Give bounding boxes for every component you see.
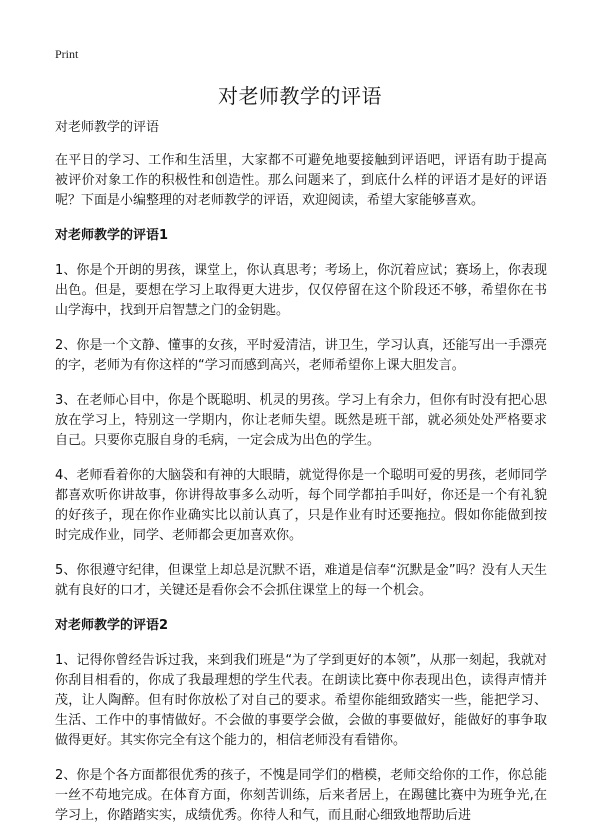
section-heading: 对老师教学的评语2 xyxy=(55,618,169,633)
section-1 xyxy=(55,226,547,601)
document-title: 对老师教学的评语 xyxy=(218,84,382,108)
comment-paragraph: 2、你是个各方面都很优秀的孩子，不愧是同学们的楷模，老师交给你的工作，你总能一丝不苟地完成。在体育方面，你刻苦训练，后来者居上，在踢毽比赛中为班争光,在学习上，你踏踏实实，成绩优秀。你待人和气，而且耐心细致地帮助后进 xyxy=(55,768,547,823)
comment-paragraph: 5、你很遵守纪律，但课堂上却总是沉默不语，难道是信奉“沉默是金”吗？没有人天生就有良好的口才，关键还是看你会不会抓住课堂上的每一个机会。 xyxy=(55,563,547,598)
document-subtitle: 对老师教学的评语 xyxy=(55,120,160,135)
comment-paragraph: 2、你是一个文静、懂事的女孩，平时爱清洁，讲卫生，学习认真，还能写出一手漂亮的字，老师为有你这样的“学习而感到高兴，老师希望你上课大胆发言。 xyxy=(55,338,547,373)
comment-paragraph: 1、你是个开朗的男孩，课堂上，你认真思考；考场上，你沉着应试；赛场上，你表现出色。但是，要想在学习上取得更大进步，仅仅停留在这个阶段还不够，希望你在书山学海中，找到开启智慧之门的金钥匙。 xyxy=(55,263,547,318)
comment-paragraph: 1、记得你曾经告诉过我，来到我们班是“为了学到更好的本领”，从那一刻起，我就对你刮目相看的，你成了我最理想的学生代表。在朗读比赛中你表现出色，读得声情并茂，让人陶醉。但有时你放松了对自己的要求。希望你能细致踏实一些，能把学习、生活、工作中的事情做好。不会做的事要学会做，会做的事要做好，能做好的事争取做得更好。其实你完全有这个能力的，相信老师没有看错你。 xyxy=(55,653,547,748)
print-link[interactable]: Print xyxy=(55,47,79,61)
document-body xyxy=(55,118,547,828)
comment-paragraph: 4、老师看着你的大脑袋和有神的大眼睛，就觉得你是一个聪明可爱的男孩，老师同学都喜欢听你讲故事，你讲得故事多么动听，每个同学都拍手叫好，你还是一个有礼貌的好孩子，现在你作业确实比以前认真了，只是作业有时还要拖拉。假如你能做到按时完成作业，同学、老师都会更加喜欢你。 xyxy=(55,468,547,543)
comment-paragraph: 3、在老师心目中，你是个既聪明、机灵的男孩。学习上有余力，但你有时没有把心思放在学习上，特别这一学期内，你让老师失望。既然是班干部，就必须处处严格要求自己。只要你克服自身的毛病，一定会成为出色的学生。 xyxy=(55,393,547,448)
intro-paragraph: 在平日的学习、工作和生活里，大家都不可避免地要接触到评语吧，评语有助于提高被评价对象工作的积极性和创造性。那么问题来了，到底什么样的评语才是好的评语呢？下面是小编整理的对老师教学的评语，欢迎阅读，希望大家能够喜欢。 xyxy=(55,153,547,208)
section-heading: 对老师教学的评语1 xyxy=(55,228,169,243)
section-2 xyxy=(55,616,547,826)
